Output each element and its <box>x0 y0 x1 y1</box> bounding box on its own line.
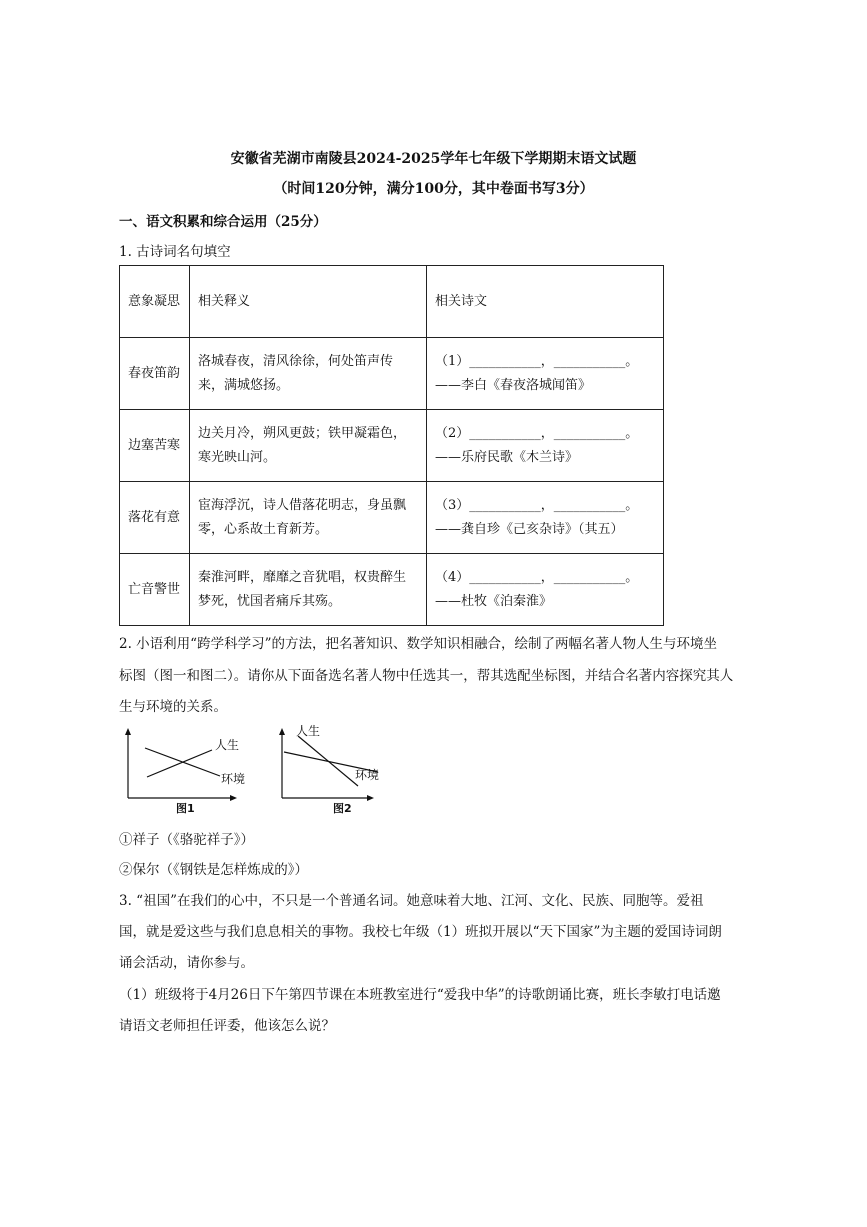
question-3-line: 国，就是爱这些与我们息息相关的事物。我校七年级（1）班拟开展以“天下国家”为主题的爱国诗词朗 <box>119 924 722 940</box>
x-axis-arrow <box>230 795 237 801</box>
figure-1-environment-label: 环境 <box>221 772 246 786</box>
meaning-cell: 宦海浮沉，诗人借落花明志，身虽飘零，心系故土育新芳。 <box>190 482 427 554</box>
poem-cell <box>427 410 664 482</box>
fill-blank[interactable]: （4）___________，___________。 <box>435 569 639 585</box>
meaning-cell: 秦淮河畔，靡靡之音犹唱，权贵醉生梦死，忧国者痛斥其殇。 <box>190 554 427 626</box>
poem-cell <box>427 554 664 626</box>
table-header-cell: 相关释义 <box>190 266 427 338</box>
figure-2-life-label: 人生 <box>296 724 321 738</box>
question-3-line: 诵会活动，请你参与。 <box>119 955 254 971</box>
table-row <box>120 554 664 626</box>
question-2-line: 标图（图一和图二）。请你从下面备选名著人物中任选其一，帮其选配坐标图，并结合名著内容探究其人 <box>119 668 734 684</box>
y-axis-arrow <box>279 728 285 735</box>
poem-source: ——龚自珍《己亥杂诗》（其五） <box>435 521 624 537</box>
life-line <box>147 750 212 777</box>
figure-2-environment-label: 环境 <box>355 768 380 782</box>
section-heading: 一、语文积累和综合运用（25分） <box>119 214 327 230</box>
imagery-cell: 亡音警世 <box>120 554 190 626</box>
y-axis-arrow <box>125 728 131 735</box>
poem-source: ——杜牧《泊秦淮》 <box>435 593 553 609</box>
table-row <box>120 482 664 554</box>
figure-1-caption: 图1 <box>176 802 195 815</box>
fill-blank[interactable]: （1）___________，___________。 <box>435 353 639 369</box>
fill-blank[interactable]: （2）___________，___________。 <box>435 425 639 441</box>
x-axis-arrow <box>367 795 374 801</box>
table-row <box>120 410 664 482</box>
poem-cell <box>427 482 664 554</box>
option-item: ②保尔（《钢铁是怎样炼成的》） <box>119 862 308 878</box>
poem-fill-table <box>119 265 664 626</box>
option-item: ①祥子（《骆驼祥子》） <box>119 832 254 848</box>
table-header-cell: 意象凝思 <box>120 266 190 338</box>
table-header-cell: 相关诗文 <box>427 266 664 338</box>
imagery-cell: 边塞苦寒 <box>120 410 190 482</box>
fill-blank[interactable]: （3）___________，___________。 <box>435 497 639 513</box>
document-title: 安徽省芜湖市南陵县2024-2025学年七年级下学期期末语文试题 <box>230 151 637 167</box>
question-1-label: 1. 古诗词名句填空 <box>119 244 231 260</box>
table-header-row <box>120 266 664 338</box>
question-2-line: 2. 小语利用“跨学科学习”的方法，把名著知识、数学知识相融合，绘制了两幅名著人物人生与环境坐 <box>119 636 717 652</box>
meaning-cell: 洛城春夜，清风徐徐，何处笛声传来，满城悠扬。 <box>190 338 427 410</box>
poem-source: ——乐府民歌《木兰诗》 <box>435 449 579 465</box>
imagery-cell: 春夜笛韵 <box>120 338 190 410</box>
question-3-line: 3. “祖国”在我们的心中，不只是一个普通名词。她意味着大地、江河、文化、民族、同胞等。爱祖 <box>119 893 704 909</box>
poem-source: ——李白《春夜洛城闻笛》 <box>435 377 592 393</box>
question-3-subquestion: 请语文老师担任评委，他该怎么说？ <box>119 1018 335 1034</box>
imagery-cell: 落花有意 <box>120 482 190 554</box>
figure-2-caption: 图2 <box>333 802 352 815</box>
figure-1-life-label: 人生 <box>215 738 240 752</box>
question-2-line: 生与环境的关系。 <box>119 699 227 715</box>
environment-line <box>145 748 220 776</box>
table-row <box>120 338 664 410</box>
document-subtitle: （时间120分钟，满分100分，其中卷面书写3分） <box>273 181 594 197</box>
meaning-cell: 边关月冷，朔风更鼓；铁甲凝霜色，寒光映山河。 <box>190 410 427 482</box>
poem-cell <box>427 338 664 410</box>
question-3-subquestion: （1）班级将于4月26日下午第四节课在本班教室进行“爱我中华”的诗歌朗诵比赛，班长李敏打电话邀 <box>119 987 721 1003</box>
